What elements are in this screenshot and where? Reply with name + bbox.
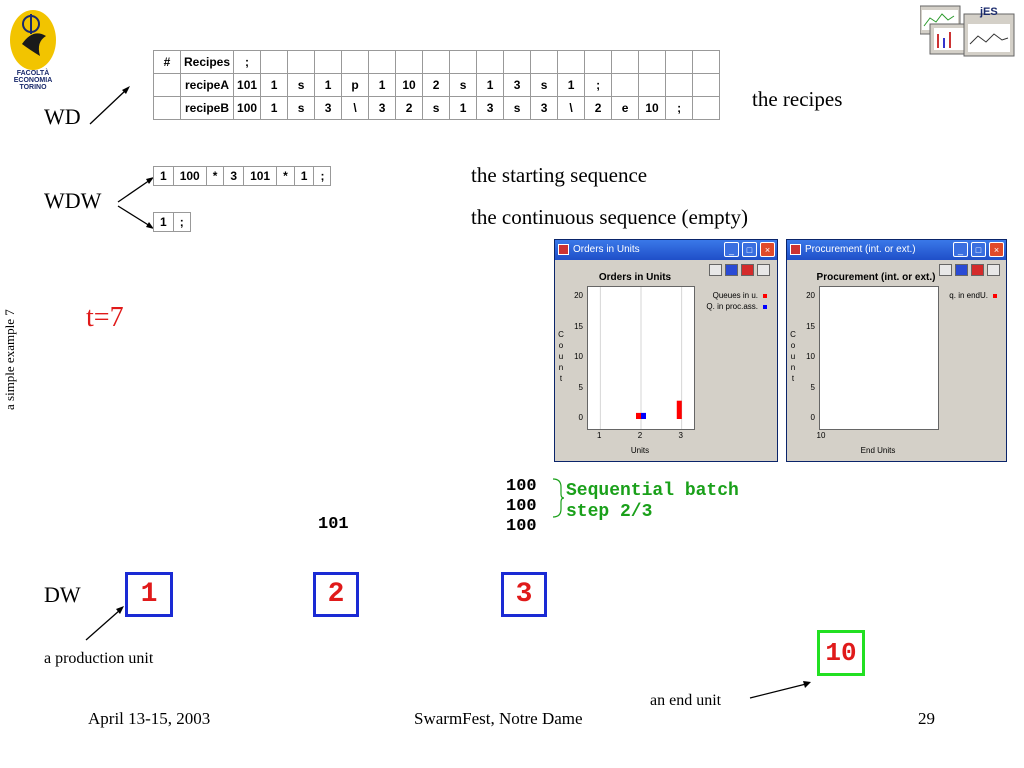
recipes-table-cell: 10 (396, 74, 423, 97)
orders-window-titlebar[interactable] (555, 240, 777, 260)
production-unit-arrow-icon (82, 602, 128, 644)
end-unit-arrow-icon (748, 678, 814, 702)
y-label-letter: t (791, 374, 795, 383)
y-label-letter: o (790, 341, 796, 350)
legend-swatch (993, 294, 997, 298)
unit3-queue-item: 100 (506, 497, 537, 516)
legend-label: q. in endU. (949, 291, 988, 300)
unit2-queue-item: 101 (318, 515, 349, 534)
y-tick-label: 15 (806, 321, 815, 331)
batch-note-line: Sequential batch (566, 481, 739, 501)
legend-item (685, 290, 767, 301)
unit-2[interactable]: 2 (313, 572, 359, 617)
jes-screenshot-icon (920, 4, 1016, 62)
starting-sequence-cell: 1 (154, 167, 174, 186)
recipes-table-cell (693, 97, 720, 120)
brace-icon (551, 477, 565, 519)
continuous-sequence-table (153, 212, 191, 232)
expand-icon[interactable] (987, 264, 1000, 276)
starting-sequence-cell: 1 (294, 167, 314, 186)
recipes-table-cell (693, 74, 720, 97)
recipes-table-cell: 1 (477, 74, 504, 97)
recipes-table-cell (666, 51, 693, 74)
close-button[interactable]: × (989, 242, 1004, 257)
recipes-table-row (154, 51, 720, 74)
app-icon (790, 244, 801, 255)
recipes-table-cell: e (612, 97, 639, 120)
continuous-sequence-cell: ; (173, 213, 190, 232)
procurement-window-titlebar[interactable] (787, 240, 1006, 260)
recipes-table-cell: 2 (396, 97, 423, 120)
recipes-table-cell (450, 51, 477, 74)
legend-swatch (763, 305, 767, 309)
logo-line: TORINO (19, 84, 47, 91)
faculty-logo-text (0, 70, 66, 91)
recipes-table (153, 50, 720, 120)
orders-x-label: Units (630, 446, 650, 455)
procurement-legend (933, 290, 997, 301)
unit3-queue (506, 477, 537, 537)
recipes-table-cell (639, 51, 666, 74)
orders-legend (685, 290, 767, 312)
recipes-table-cell: 1 (261, 74, 288, 97)
y-tick-label: 0 (810, 413, 815, 422)
minimize-button[interactable]: _ (724, 242, 739, 257)
faculty-logo-icon (6, 6, 62, 72)
recipes-table-cell: \ (558, 97, 585, 120)
minimize-button[interactable]: _ (953, 242, 968, 257)
jes-label: jES (980, 6, 998, 18)
x-tick-label: 10 (816, 431, 826, 440)
unit3-queue-item: 100 (506, 517, 537, 536)
starting-sequence-cell: * (206, 167, 224, 186)
recipes-table-cell: ; (585, 74, 612, 97)
y-tick-label: 5 (578, 382, 583, 392)
recipes-table-cell: \ (342, 97, 369, 120)
time-label: t=7 (86, 302, 124, 333)
legend-swatch (763, 294, 767, 298)
y-label-letter: o (558, 341, 564, 350)
side-label: a simple example 7 (2, 309, 17, 410)
batch-note (566, 481, 739, 523)
y-tick-label: 10 (806, 352, 815, 361)
starting-sequence-cell: 100 (173, 167, 206, 186)
procurement-window-title: Procurement (int. or ext.) (805, 244, 916, 255)
recipes-table-cell (504, 51, 531, 74)
chart-toolbar (939, 264, 1003, 278)
recipes-table-cell: 2 (585, 97, 612, 120)
settings-icon[interactable] (741, 264, 754, 276)
recipes-table-cell: 3 (531, 97, 558, 120)
x-tick-label: 2 (637, 431, 643, 440)
recipes-table-cell: 3 (369, 97, 396, 120)
recipes-table-cell: ; (666, 97, 693, 120)
procurement-x-label: End Units (860, 446, 896, 455)
y-label-letter: n (790, 363, 796, 372)
recipes-table-cell (342, 51, 369, 74)
recipes-table-cell: 3 (315, 97, 342, 120)
orders-window[interactable] (554, 239, 778, 462)
recipes-table-cell (693, 51, 720, 74)
recipes-table-cell: recipeA (181, 74, 234, 97)
dw-label: DW (44, 582, 81, 607)
recipes-table-cell (288, 51, 315, 74)
recipes-table-cell (558, 51, 585, 74)
starting-sequence-row (154, 167, 331, 186)
recipes-table-cell (315, 51, 342, 74)
orders-window-title: Orders in Units (573, 244, 640, 255)
orders-chart-svg (588, 287, 694, 429)
recipes-table-cell: 101 (234, 74, 261, 97)
y-label-letter: n (558, 363, 564, 372)
y-label-letter: t (559, 374, 563, 383)
unit-1[interactable]: 1 (125, 572, 173, 617)
y-label-letter: u (558, 352, 564, 361)
recipes-table-cell: 1 (558, 74, 585, 97)
rewind-icon[interactable] (955, 264, 968, 276)
recipes-table-cell: s (423, 97, 450, 120)
recipes-table-row (154, 74, 720, 97)
recipes-table-body (154, 51, 720, 120)
recipes-table-cell: s (288, 97, 315, 120)
recipes-table-cell (154, 74, 181, 97)
footer-date: April 13-15, 2003 (88, 709, 211, 728)
legend-label: Q. in proc.ass. (706, 302, 758, 311)
recipes-table-cell: 3 (504, 74, 531, 97)
recipes-table-cell: 1 (369, 74, 396, 97)
y-tick-label: 20 (574, 291, 583, 300)
recipes-table-cell (531, 51, 558, 74)
batch-note-line: step 2/3 (566, 502, 653, 522)
orders-plot-area (587, 286, 695, 430)
y-label-letter: u (790, 352, 796, 361)
bar-q-in-proc-ass- (641, 413, 646, 419)
recipes-table-cell (423, 51, 450, 74)
procurement-plot-area (819, 286, 939, 430)
footer-event: SwarmFest, Notre Dame (414, 709, 583, 728)
recipes-table-cell (666, 74, 693, 97)
recipes-table-cell (261, 51, 288, 74)
recipes-table-cell (369, 51, 396, 74)
recipes-table-cell: 1 (315, 74, 342, 97)
y-tick-label: 0 (578, 413, 583, 422)
rewind-icon[interactable] (725, 264, 738, 276)
production-unit-note: a production unit (44, 650, 154, 667)
maximize-button[interactable]: □ (742, 242, 757, 257)
procurement-window[interactable] (786, 239, 1007, 462)
y-tick-label: 10 (574, 352, 583, 361)
recipes-table-cell (477, 51, 504, 74)
continuous-sequence-row (154, 213, 191, 232)
save-icon[interactable] (709, 264, 722, 276)
recipes-note: the recipes (752, 87, 843, 111)
starting-sequence-table (153, 166, 331, 186)
chart-toolbar (709, 264, 773, 278)
procurement-chart-svg (820, 287, 938, 429)
recipes-table-cell: Recipes (181, 51, 234, 74)
x-tick-label: 3 (678, 431, 683, 440)
recipes-table-cell: 2 (423, 74, 450, 97)
starting-sequence-note: the starting sequence (471, 163, 648, 187)
x-tick-label: 1 (596, 431, 602, 440)
y-tick-label: 20 (806, 291, 815, 300)
footer-page-number: 29 (918, 709, 935, 728)
end-unit-10[interactable]: 10 (817, 630, 865, 676)
recipes-table-cell (639, 74, 666, 97)
legend-item (685, 301, 767, 312)
recipes-table-cell: 1 (261, 97, 288, 120)
recipes-table-cell (612, 74, 639, 97)
continuous-sequence-note: the continuous sequence (empty) (471, 205, 748, 229)
logo-line: FACOLTÀ (16, 70, 50, 77)
jes-logo (920, 4, 1016, 62)
maximize-button[interactable]: □ (971, 242, 986, 257)
legend-item (933, 290, 997, 301)
close-button[interactable]: × (760, 242, 775, 257)
wd-label: WD (44, 104, 81, 129)
starting-sequence-cell: * (277, 167, 295, 186)
recipes-table-cell: s (288, 74, 315, 97)
recipes-table-cell: 1 (450, 97, 477, 120)
recipes-table-cell: 10 (639, 97, 666, 120)
settings-icon[interactable] (971, 264, 984, 276)
wdw-label: WDW (44, 188, 102, 213)
recipes-table-cell (612, 51, 639, 74)
recipes-table-cell (396, 51, 423, 74)
recipes-table-cell (585, 51, 612, 74)
wd-arrow-icon (86, 80, 136, 130)
recipes-table-row (154, 97, 720, 120)
wdw-arrows-icon (116, 170, 156, 240)
bar-queues-in-u- (636, 413, 641, 419)
recipes-table-cell: s (531, 74, 558, 97)
starting-sequence-cell: ; (314, 167, 331, 186)
recipes-table-cell: recipeB (181, 97, 234, 120)
orders-chart-title: Orders in Units (598, 272, 672, 283)
app-icon (558, 244, 569, 255)
recipes-table-cell: s (450, 74, 477, 97)
recipes-table-cell: # (154, 51, 181, 74)
expand-icon[interactable] (757, 264, 770, 276)
recipes-table-cell: p (342, 74, 369, 97)
recipes-table-cell: ; (234, 51, 261, 74)
recipes-table-cell: 3 (477, 97, 504, 120)
legend-label: Queues in u. (712, 291, 758, 300)
recipes-table-cell (154, 97, 181, 120)
procurement-chart-title: Procurement (int. or ext.) (816, 272, 936, 283)
y-tick-label: 15 (574, 321, 583, 331)
end-unit-note: an end unit (650, 692, 722, 709)
y-label-letter: C (558, 330, 564, 339)
y-label-letter: C (790, 330, 796, 339)
logo-line: ECONOMIA (13, 77, 53, 84)
unit-3[interactable]: 3 (501, 572, 547, 617)
recipes-table-cell: s (504, 97, 531, 120)
bar-queues-in-u- (677, 401, 682, 419)
starting-sequence-cell: 101 (244, 167, 277, 186)
recipes-table-cell: 100 (234, 97, 261, 120)
unit3-queue-item: 100 (506, 477, 537, 496)
continuous-sequence-cell: 1 (154, 213, 174, 232)
y-tick-label: 5 (810, 382, 815, 392)
starting-sequence-cell: 3 (224, 167, 244, 186)
